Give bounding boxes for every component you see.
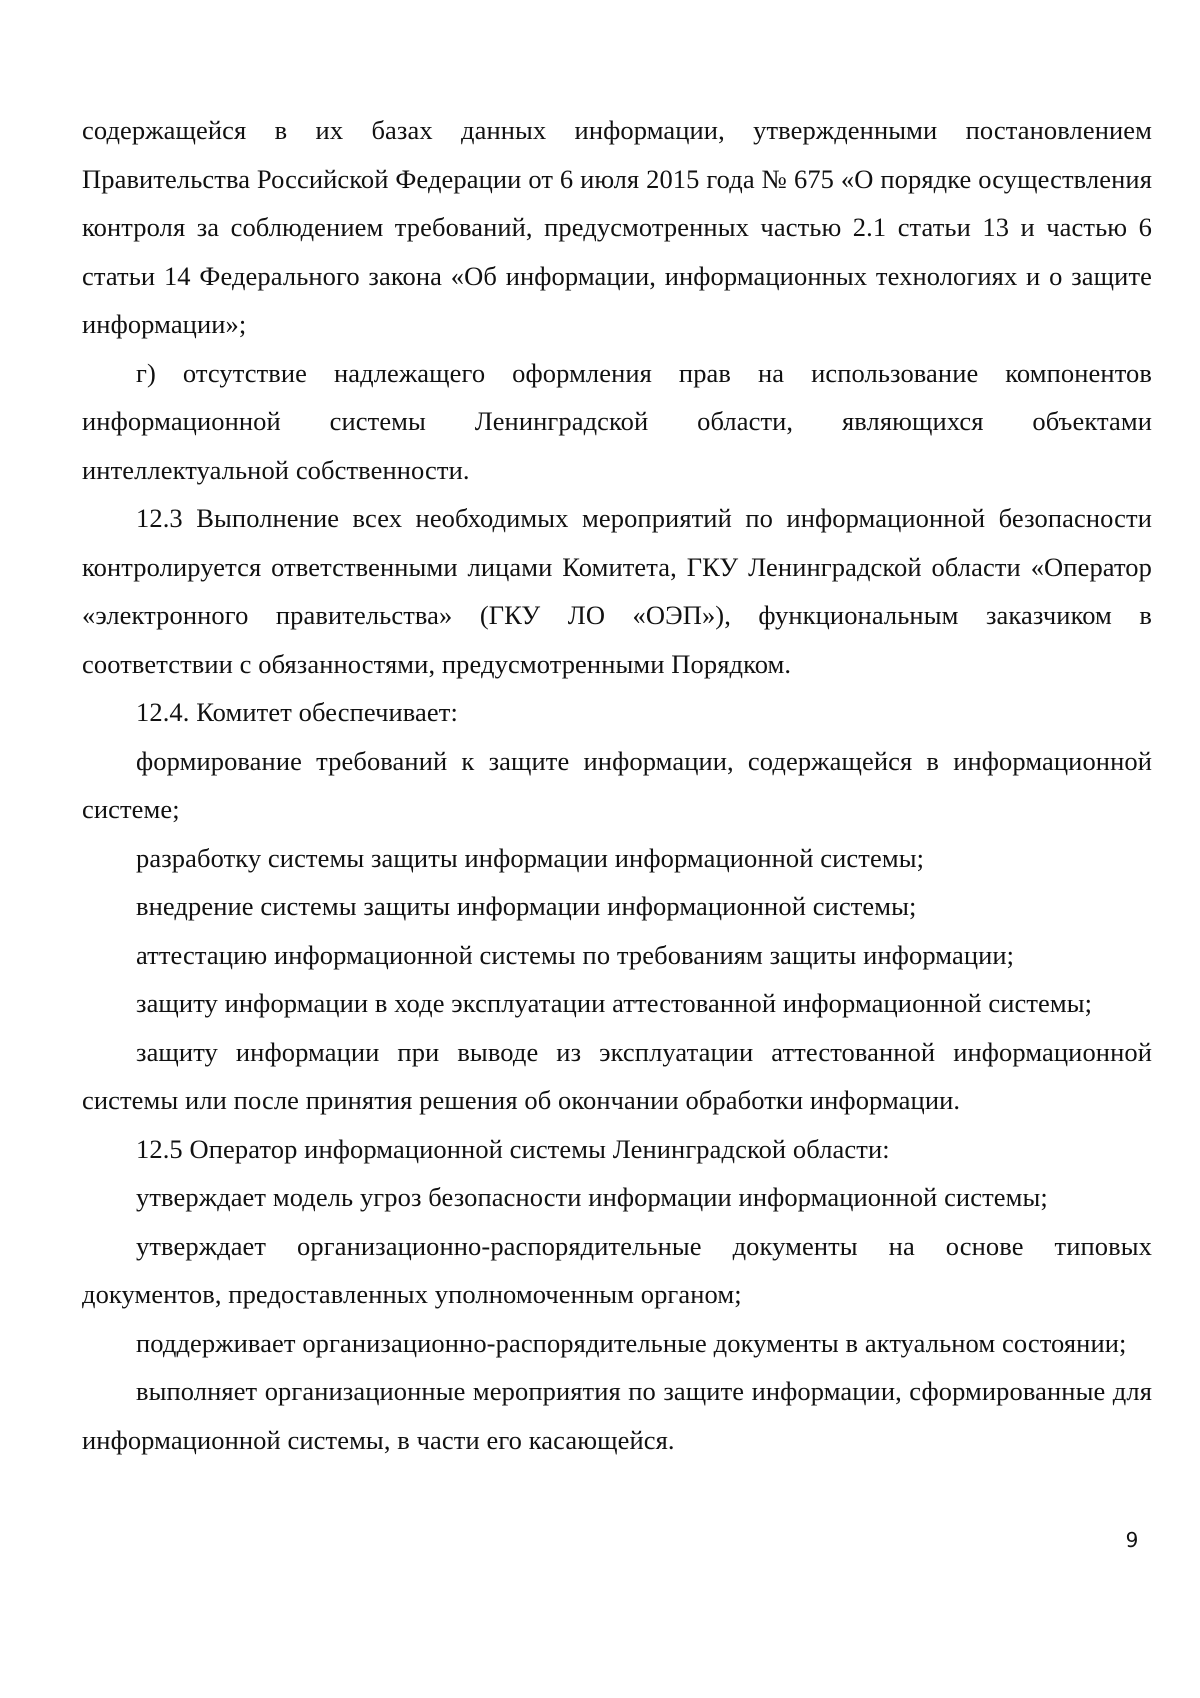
page-number: 9 — [1125, 1528, 1139, 1552]
list-item: аттестацию информационной системы по требованиям защиты информации; — [136, 939, 1015, 970]
list-item: защиту информации в ходе эксплуатации аттестованной информационной системы; — [136, 988, 1093, 1018]
paragraph-12-5-heading: 12.5 Оператор информационной системы Ленинградской области: — [136, 1133, 890, 1164]
document-body — [82, 106, 1152, 1464]
list-item: внедрение системы защиты информации информационной системы; — [136, 891, 917, 921]
list-item: разработку системы защиты информации информационной системы; — [136, 842, 925, 873]
paragraph-continuation: содержащейся в их базах данных информации, утвержденными постановлением Правительства Российской Федерации от 6 июля 2015 года № 675 «О порядке осуществления контроля за соблюдением требований, предусмотренных частью 2.1 статьи 13 и частью 6 статьи 14 Федерального закона «Об информации, информационных технологиях и о защите информации»; — [82, 115, 1152, 339]
paragraph-12-3: 12.3 Выполнение всех необходимых мероприятий по информационной безопасности контролируется ответственными лицами Комитета, ГКУ Ленинградской области «Оператор «электронного правительства» (ГКУ ЛО «ОЭП»), функциональным заказчиком в соответствии с обязанностями, предусмотренными Порядком. — [82, 503, 1152, 679]
list-item: утверждает модель угроз безопасности информации информационной системы; — [136, 1182, 1048, 1212]
paragraph-item-g: г) отсутствие надлежащего оформления прав на использование компонентов информационной системы Ленинградской области, являющихся объектами интеллектуальной собственности. — [82, 357, 1152, 485]
list-item: поддерживает организационно-распорядительные документы в актуальном состоянии; — [136, 1327, 1127, 1358]
paragraph-12-4-heading: 12.4. Комитет обеспечивает: — [136, 697, 458, 727]
list-item: защиту информации при выводе из эксплуатации аттестованной информационной системы или после принятия решения об окончании обработки информации. — [82, 1036, 1152, 1115]
list-item: формирование требований к защите информации, содержащейся в информационной системе; — [82, 745, 1152, 824]
list-item: выполняет организационные мероприятия по защите информации, сформированные для информационной системы, в части его касающейся. — [82, 1376, 1152, 1455]
list-item: утверждает организационно-распорядительные документы на основе типовых документов, предоставленных уполномоченным органом; — [82, 1230, 1152, 1309]
